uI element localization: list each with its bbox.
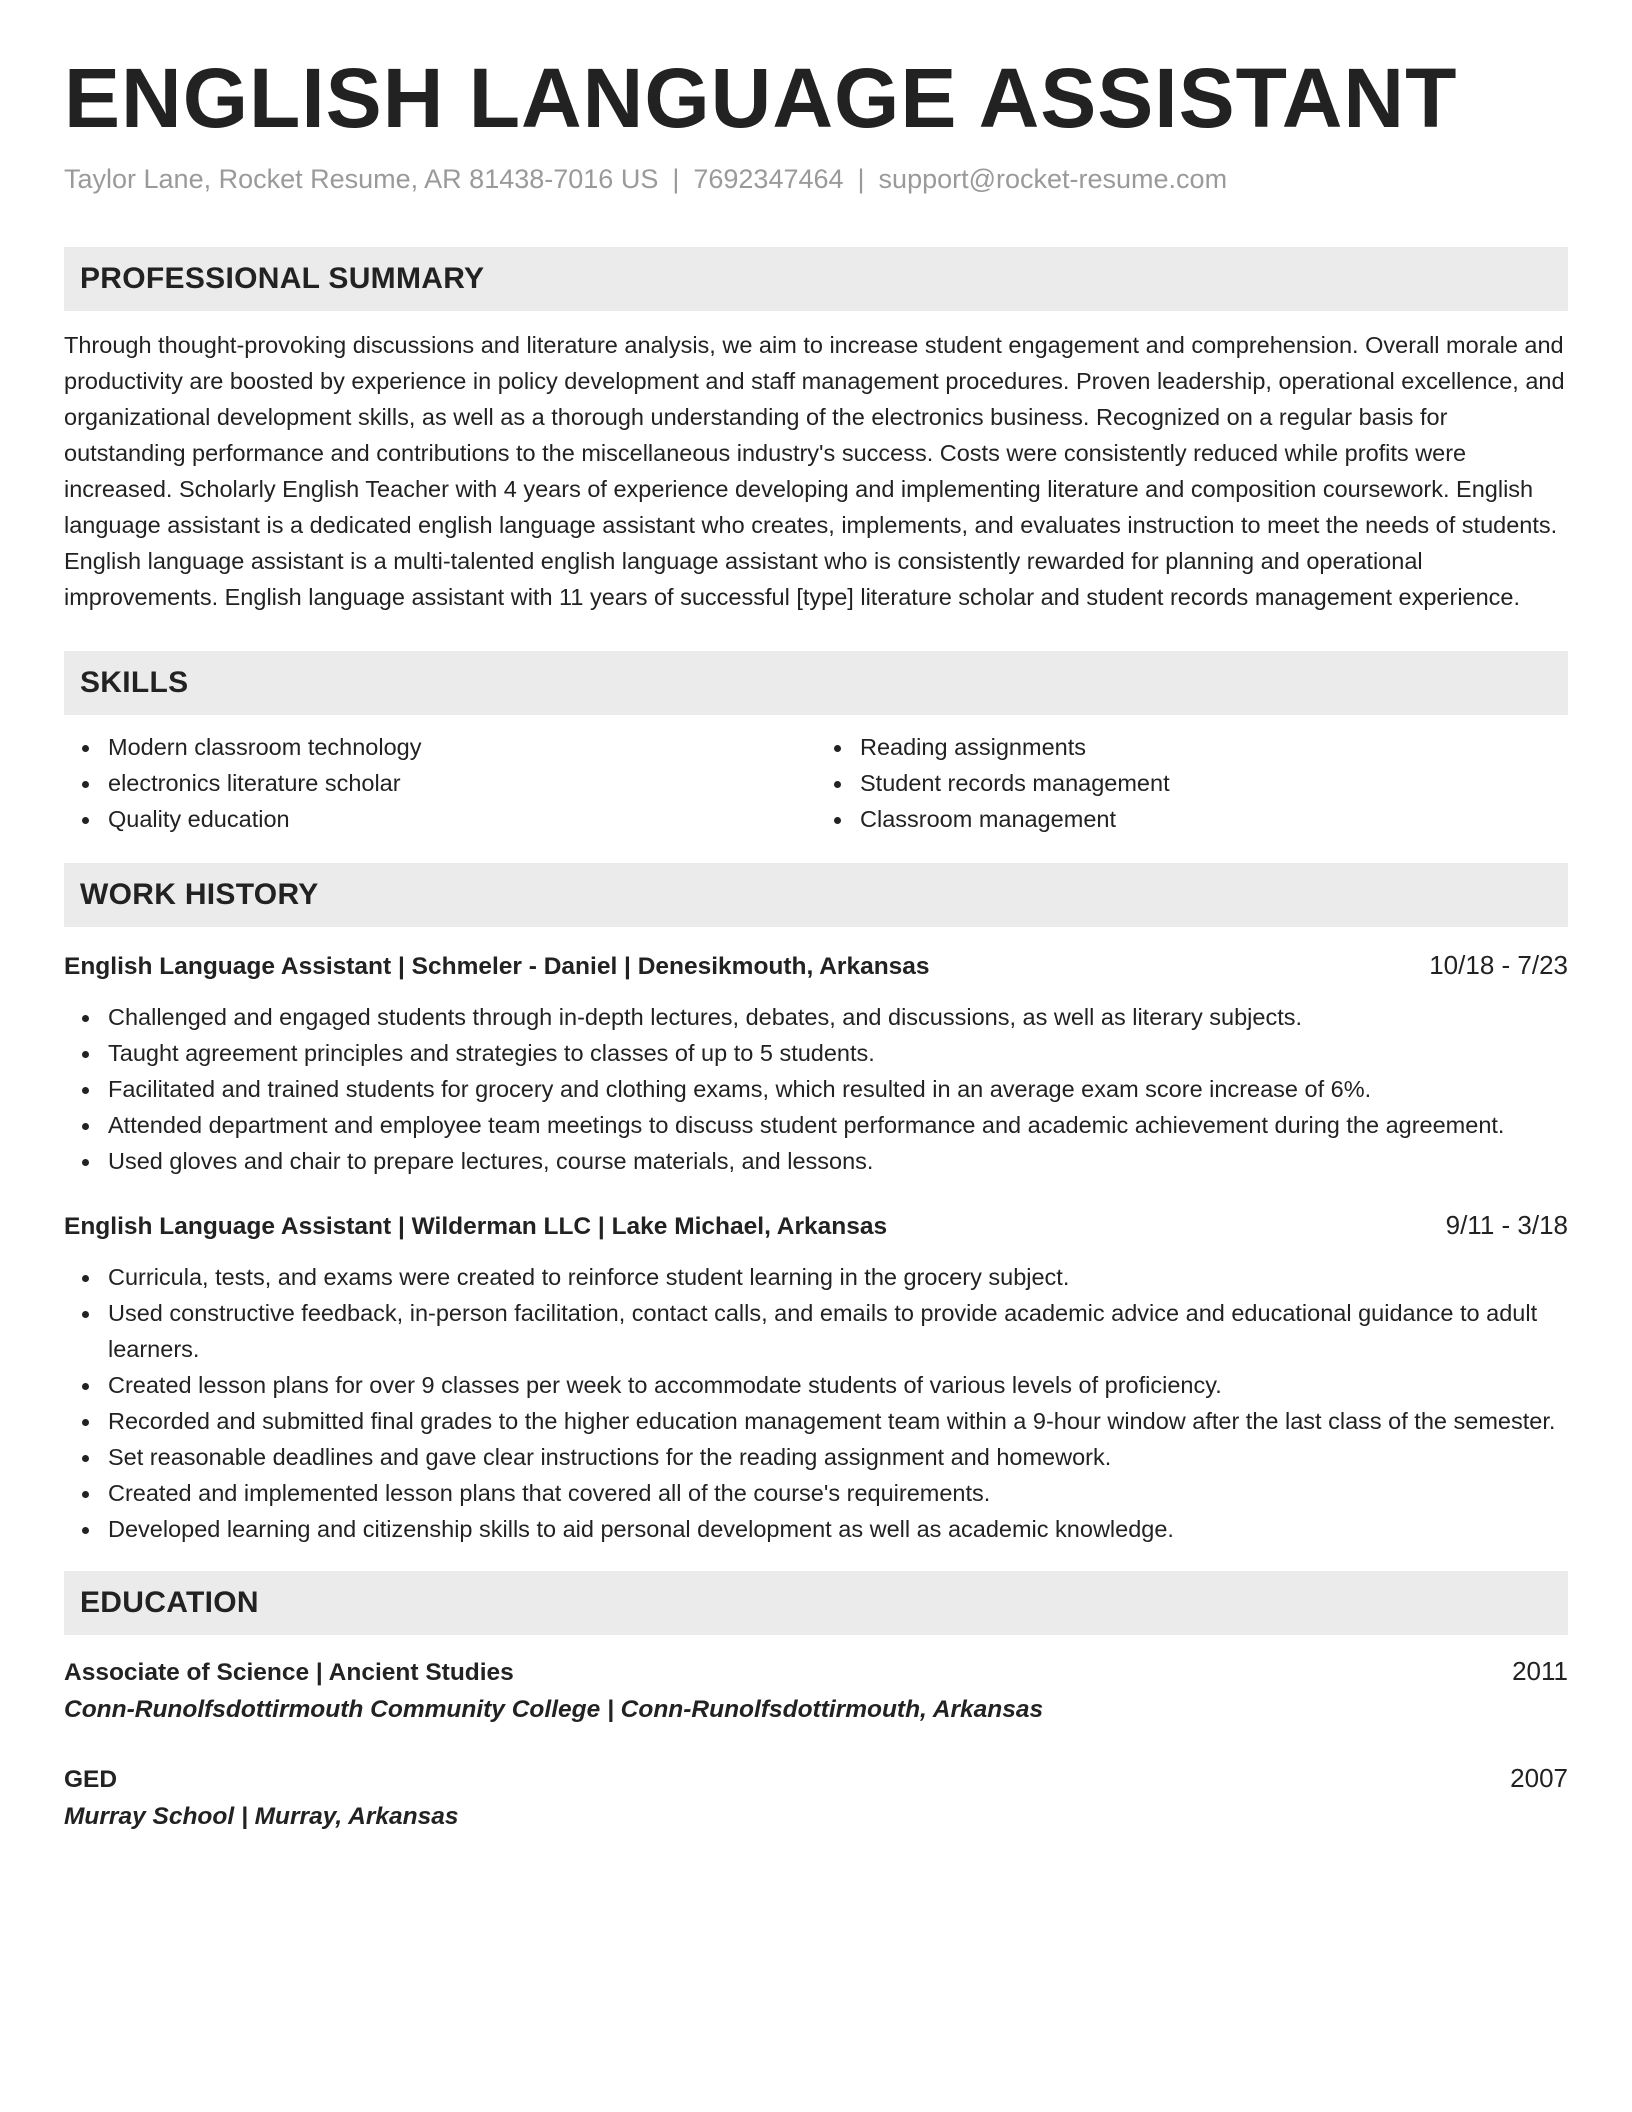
skills-section-header: SKILLS [64, 651, 1568, 715]
job-bullet: Set reasonable deadlines and gave clear instructions for the reading assignment and homework. [64, 1439, 1568, 1475]
education-year: 2007 [1510, 1763, 1568, 1794]
skills-column-right [816, 729, 1568, 837]
job-bullets [64, 1259, 1568, 1547]
job-bullet: Attended department and employee team meetings to discuss student performance and academic achievement during the agreement. [64, 1107, 1568, 1143]
job-bullet: Used gloves and chair to prepare lectures, course materials, and lessons. [64, 1143, 1568, 1179]
skill-item: Quality education [64, 801, 816, 837]
job-dates: 10/18 - 7/23 [1429, 950, 1568, 981]
education-section-header: EDUCATION [64, 1571, 1568, 1635]
skills-column-left [64, 729, 816, 837]
education-entry [64, 1653, 1568, 1728]
job-dates: 9/11 - 3/18 [1445, 1210, 1568, 1241]
skill-item: Modern classroom technology [64, 729, 816, 765]
contact-separator: | [672, 164, 680, 195]
job-bullet: Created and implemented lesson plans that covered all of the course's requirements. [64, 1475, 1568, 1511]
contact-email: support@rocket-resume.com [878, 164, 1228, 195]
education-school: Conn-Runolfsdottirmouth Community College | Conn-Runolfsdottirmouth, Arkansas [64, 1696, 1044, 1724]
job-bullet: Challenged and engaged students through in-depth lectures, debates, and discussions, as well as literary subjects. [64, 999, 1568, 1035]
job-title: English Language Assistant | Wilderman LLC | Lake Michael, Arkansas [64, 1213, 888, 1241]
skills-list [64, 729, 1568, 837]
work-history-section-header: WORK HISTORY [64, 863, 1568, 927]
education-heading-row [64, 1760, 1568, 1798]
summary-section-header: PROFESSIONAL SUMMARY [64, 247, 1568, 311]
contact-address: Taylor Lane, Rocket Resume, AR 81438-7016 US [64, 164, 659, 195]
job-heading-row [64, 1207, 1568, 1245]
job-entry [64, 1207, 1568, 1547]
summary-text: Through thought-provoking discussions and literature analysis, we aim to increase student engagement and comprehension. Overall morale and productivity are boosted by experience in policy development and staff management procedures. Proven leadership, operational excellence, and organizational development skills, as well as a thorough understanding of the electronics business. Recognized on a regular basis for outstanding performance and contributions to the miscellaneous industry's success. Costs were consistently reduced while profits were increased. Scholarly English Teacher with 4 years of experience developing and implementing literature and composition coursework. English language assistant is a dedicated english language assistant who creates, implements, and evaluates instruction to meet the needs of students. English language assistant is a multi-talented english language assistant who is consistently rewarded for planning and operational improvements. English language assistant with 11 years of successful [type] literature scholar and student records management experience. [64, 332, 1565, 611]
contact-phone: 7692347464 [693, 164, 844, 195]
job-bullets [64, 999, 1568, 1179]
education-degree: GED [64, 1766, 118, 1794]
job-bullet: Curricula, tests, and exams were created to reinforce student learning in the grocery subject. [64, 1259, 1568, 1295]
skill-item: Student records management [816, 765, 1568, 801]
education-degree: Associate of Science | Ancient Studies [64, 1659, 514, 1687]
job-bullet: Taught agreement principles and strategies to classes of up to 5 students. [64, 1035, 1568, 1071]
job-title: English Language Assistant | Schmeler - Daniel | Denesikmouth, Arkansas [64, 953, 930, 981]
skill-item: Reading assignments [816, 729, 1568, 765]
candidate-name: ENGLISH LANGUAGE ASSISTANT [64, 51, 1458, 145]
skill-item: electronics literature scholar [64, 765, 816, 801]
job-bullet: Developed learning and citizenship skills to aid personal development as well as academic knowledge. [64, 1511, 1568, 1547]
contact-separator: | [857, 164, 865, 195]
education-entry [64, 1760, 1568, 1835]
education-heading-row [64, 1653, 1568, 1691]
job-heading-row [64, 947, 1568, 985]
job-entry [64, 947, 1568, 1179]
education-year: 2011 [1512, 1656, 1568, 1687]
job-bullet: Recorded and submitted final grades to the higher education management team within a 9-hour window after the last class of the semester. [64, 1403, 1568, 1439]
education-school: Murray School | Murray, Arkansas [64, 1803, 459, 1831]
job-bullet: Created lesson plans for over 9 classes per week to accommodate students of various levels of proficiency. [64, 1367, 1568, 1403]
contact-line [64, 164, 1568, 195]
job-bullet: Used constructive feedback, in-person facilitation, contact calls, and emails to provide academic advice and educational guidance to adult learners. [64, 1295, 1568, 1367]
job-bullet: Facilitated and trained students for grocery and clothing exams, which resulted in an average exam score increase of 6%. [64, 1071, 1568, 1107]
skill-item: Classroom management [816, 801, 1568, 837]
